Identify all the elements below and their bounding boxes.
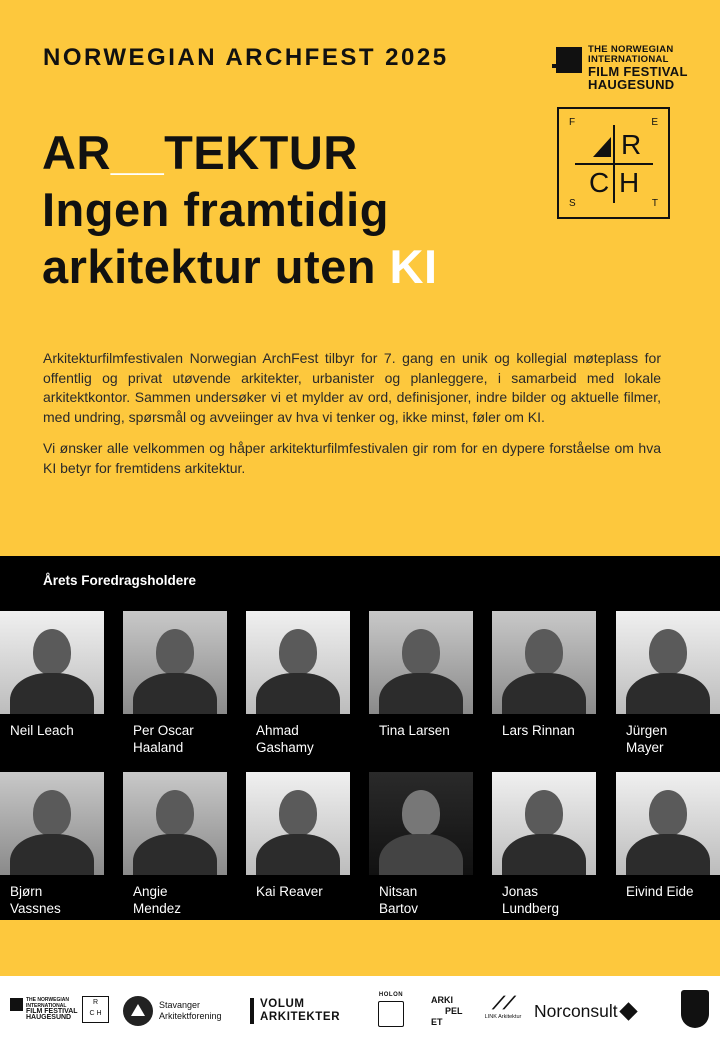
- speaker-name: Angie Mendez: [133, 884, 182, 916]
- speaker-card: [123, 772, 227, 917]
- festival-logo-line1: THE NORWEGIAN: [588, 44, 674, 55]
- norconsult-diamond-icon: [619, 1002, 637, 1020]
- arch-triangle-icon: [593, 137, 611, 157]
- arch-corner-s: S: [569, 198, 576, 209]
- speaker-card: [246, 772, 350, 900]
- speaker-card: [492, 772, 596, 917]
- speaker-photo: [492, 611, 596, 714]
- speaker-name: Kai Reaver: [256, 884, 323, 899]
- headline-line3: arkitektur uten KI: [42, 240, 438, 293]
- sponsor-arch-logo: R C H: [82, 996, 109, 1023]
- festival-logo-line3: FILM FESTIVAL: [588, 64, 688, 79]
- speaker-photo: [492, 772, 596, 875]
- speaker-photo: [616, 772, 720, 875]
- headline-line2: Ingen framtidig: [42, 183, 389, 236]
- speaker-photo: [246, 772, 350, 875]
- speaker-card: [616, 772, 720, 900]
- speaker-name: Eivind Eide: [626, 884, 694, 899]
- sponsor-volum-arkitekter: VOLUM ARKITEKTER: [250, 998, 340, 1024]
- arch-glyph-c: C: [589, 167, 610, 198]
- speaker-name: Per Oscar Haaland: [133, 723, 194, 755]
- sponsor-holon: HOLON: [376, 992, 406, 1027]
- speaker-card: [369, 772, 473, 917]
- intro-paragraph-1: Arkitekturfilmfestivalen Norwegian ArchFest tilbyr for 7. gang en unik og kollegial møteplass for offentlig og privat utøvende arkitekter, urbanister og planleggere, i samarbeid med lokale arkitektkontor. Sammen undersøker vi et mylder av ord, definisjoner, indre bilder og aktuelle filmer, med undring, spørsmål og avveiinger av hva vi tenker og, ikke minst, føler om KI.: [43, 350, 661, 425]
- speaker-name: Tina Larsen: [379, 723, 450, 738]
- arch-horizontal-line: [575, 163, 653, 165]
- speaker-name: Ahmad Gashamy: [256, 723, 314, 755]
- sponsor-festival-logo: THE NORWEGIAN INTERNATIONAL FILM FESTIVAL HAUGESUND: [10, 998, 78, 1020]
- speaker-name: Bjørn Vassnes: [10, 884, 61, 916]
- arch-corner-e: E: [651, 117, 658, 128]
- speaker-card: [616, 611, 720, 756]
- arch-corner-f: F: [569, 117, 576, 128]
- headline-line1: AR__TEKTUR: [42, 126, 358, 179]
- arch-glyph-h: H: [619, 167, 640, 198]
- speaker-photo: [123, 611, 227, 714]
- speaker-name: Nitsan Bartov: [379, 884, 419, 916]
- festival-logo: [556, 45, 688, 91]
- holon-logo-icon: [378, 1001, 404, 1027]
- speaker-photo: [369, 611, 473, 714]
- speaker-card: [0, 772, 104, 917]
- festival-logo-line4: HAUGESUND: [588, 77, 675, 92]
- speaker-card: [369, 611, 473, 739]
- stavanger-logo-icon: [123, 996, 153, 1026]
- festival-logo-line2: INTERNATIONAL: [588, 54, 669, 65]
- event-title: NORWEGIAN ARCHFEST 2025: [43, 44, 449, 71]
- speaker-photo: [0, 611, 104, 714]
- speaker-photo: [616, 611, 720, 714]
- link-logo-icon: ⟋⟋: [492, 993, 514, 1013]
- speaker-photo: [369, 772, 473, 875]
- arch-fest-mark: [557, 107, 670, 219]
- speaker-name: Jürgen Mayer: [626, 723, 668, 755]
- intro-paragraph-2: Vi ønsker alle velkommen og håper arkitekturfilmfestivalen gir rom for en dypere forståelse om hva KI betyr for fremtidens arkitektur.: [43, 440, 661, 476]
- intro-text: [43, 349, 661, 478]
- sponsor-stavanger-arkitektforening: Stavanger Arkitektforening: [123, 996, 222, 1026]
- speaker-card: [0, 611, 104, 739]
- headline: [42, 124, 438, 295]
- speaker-card: [246, 611, 350, 756]
- speaker-name: Neil Leach: [10, 723, 74, 738]
- festival-mark-icon: [10, 998, 23, 1011]
- sponsor-norconsult: Norconsult: [534, 1001, 635, 1022]
- sponsor-arkipelet: ARKI PEL ET: [431, 995, 463, 1027]
- speakers-title: Årets Foredragsholdere: [43, 573, 197, 588]
- municipality-shield-icon: [681, 990, 709, 1028]
- speaker-photo: [123, 772, 227, 875]
- speaker-name: Lars Rinnan: [502, 723, 575, 738]
- speaker-card: [123, 611, 227, 756]
- sponsor-link-arkitektur: ⟋⟋ LINK Arkitektur: [484, 993, 522, 1020]
- arch-glyph-r: R: [621, 129, 642, 160]
- volum-logo-icon: [250, 998, 254, 1024]
- speaker-photo: [246, 611, 350, 714]
- sponsor-strip: [0, 976, 720, 1040]
- speaker-card: [492, 611, 596, 739]
- arch-corner-t: T: [651, 198, 658, 209]
- festival-logo-icon: [556, 47, 582, 73]
- speakers-section: [0, 556, 720, 920]
- speaker-name: Jonas Lundberg: [502, 884, 560, 916]
- speaker-photo: [0, 772, 104, 875]
